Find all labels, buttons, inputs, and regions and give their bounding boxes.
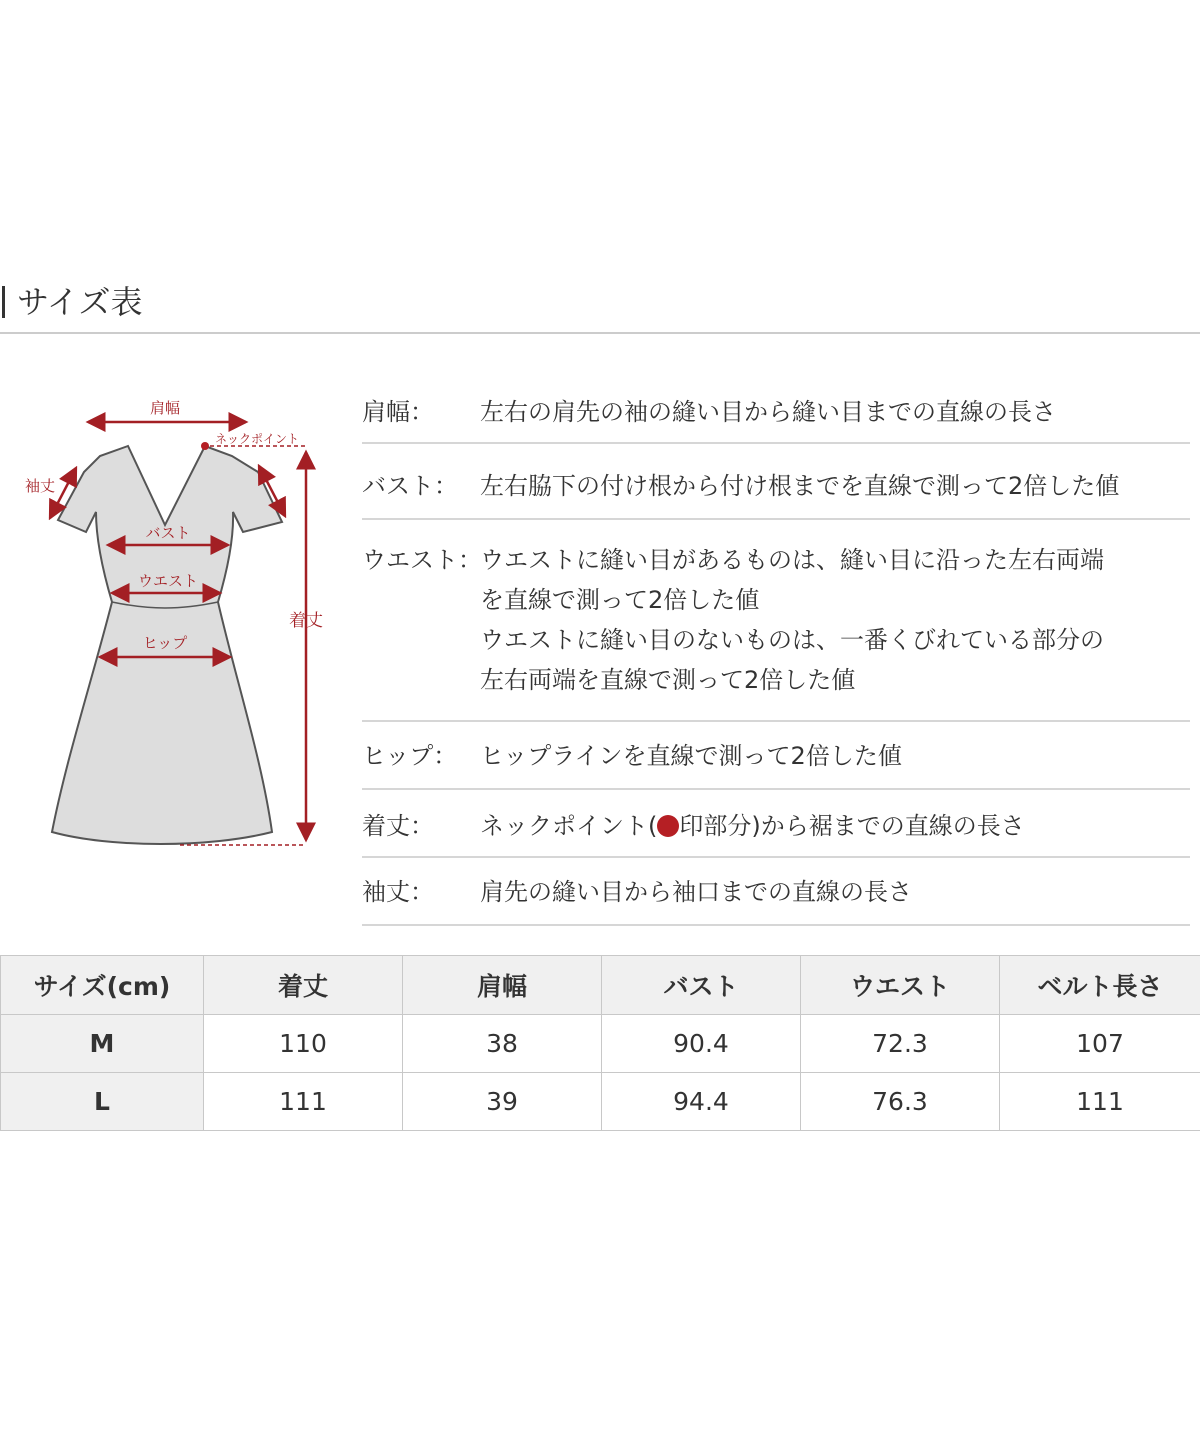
table-cell: 107 (1000, 1015, 1200, 1073)
table-cell: 94.4 (602, 1073, 801, 1131)
size-table (0, 955, 1200, 1131)
desc-line: 左右両端を直線で測って2倍した値 (480, 666, 856, 694)
table-header-row (1, 956, 1200, 1015)
desc-line: 左右脇下の付け根から付け根までを直線で測って2倍した値 (480, 472, 1120, 500)
desc-row-waist (362, 520, 1190, 722)
desc-line: ネックポイント( (480, 812, 658, 840)
measurement-descriptions (362, 378, 1190, 926)
desc-text (480, 466, 1190, 506)
table-cell: 111 (1000, 1073, 1200, 1131)
desc-label: バスト： (362, 472, 458, 500)
page-title (2, 282, 142, 322)
desc-line: 左右の肩先の袖の縫い目から縫い目までの直線の長さ (480, 398, 1056, 426)
table-header-cell: ベルト長さ (1000, 956, 1200, 1015)
table-row-size: L (1, 1073, 204, 1131)
bust-label: バスト (145, 524, 191, 542)
table-header-cell: サイズ(cm) (1, 956, 204, 1015)
neck-point-dot (201, 442, 209, 450)
hip-label: ヒップ (142, 634, 188, 652)
dress-diagram (0, 380, 340, 870)
title-divider (0, 332, 1200, 334)
table-cell: 38 (403, 1015, 602, 1073)
desc-row-bust (362, 444, 1190, 520)
desc-row-length (362, 790, 1190, 858)
table-header-cell: 肩幅 (403, 956, 602, 1015)
desc-row-sleeve (362, 858, 1190, 926)
desc-line: ヒップラインを直線で測って2倍した値 (480, 742, 902, 770)
page-title-text: サイズ表 (17, 283, 143, 321)
desc-text (480, 872, 1190, 912)
desc-text (480, 392, 1190, 432)
desc-label: 肩幅： (362, 398, 434, 426)
desc-line: 肩先の縫い目から袖口までの直線の長さ (480, 878, 912, 906)
desc-label: ウエスト： (362, 546, 482, 574)
sleeve-label: 袖丈 (24, 477, 56, 495)
table-row (1, 1015, 1200, 1073)
desc-line: ウエストに縫い目があるものは、縫い目に沿った左右両端 (480, 546, 1104, 574)
table-cell: 90.4 (602, 1015, 801, 1073)
desc-label: 着丈： (362, 812, 434, 840)
neck-point-marker-icon (657, 815, 679, 837)
table-cell: 76.3 (801, 1073, 1000, 1131)
desc-label: ヒップ： (362, 742, 458, 770)
shoulder-label: 肩幅 (149, 399, 181, 417)
table-header-cell: バスト (602, 956, 801, 1015)
table-header-cell: 着丈 (204, 956, 403, 1015)
title-accent-bar (2, 286, 5, 318)
desc-line: ウエストに縫い目のないものは、一番くびれている部分の (480, 626, 1104, 654)
table-cell: 72.3 (801, 1015, 1000, 1073)
desc-line: 印部分)から裾までの直線の長さ (679, 812, 1025, 840)
desc-label: 袖丈： (362, 878, 434, 906)
length-label: 着丈 (289, 611, 323, 631)
table-cell: 39 (403, 1073, 602, 1131)
desc-text (480, 736, 1190, 776)
desc-row-hip (362, 722, 1190, 790)
desc-text (480, 540, 1190, 700)
desc-text (480, 806, 1190, 846)
desc-row-shoulder (362, 378, 1190, 444)
table-cell: 110 (204, 1015, 403, 1073)
neck-point-label: ネックポイント (215, 432, 300, 446)
table-header-cell: ウエスト (801, 956, 1000, 1015)
desc-line: を直線で測って2倍した値 (480, 586, 760, 614)
table-row-size: M (1, 1015, 204, 1073)
table-row (1, 1073, 1200, 1131)
waist-label: ウエスト (137, 572, 199, 590)
table-cell: 111 (204, 1073, 403, 1131)
